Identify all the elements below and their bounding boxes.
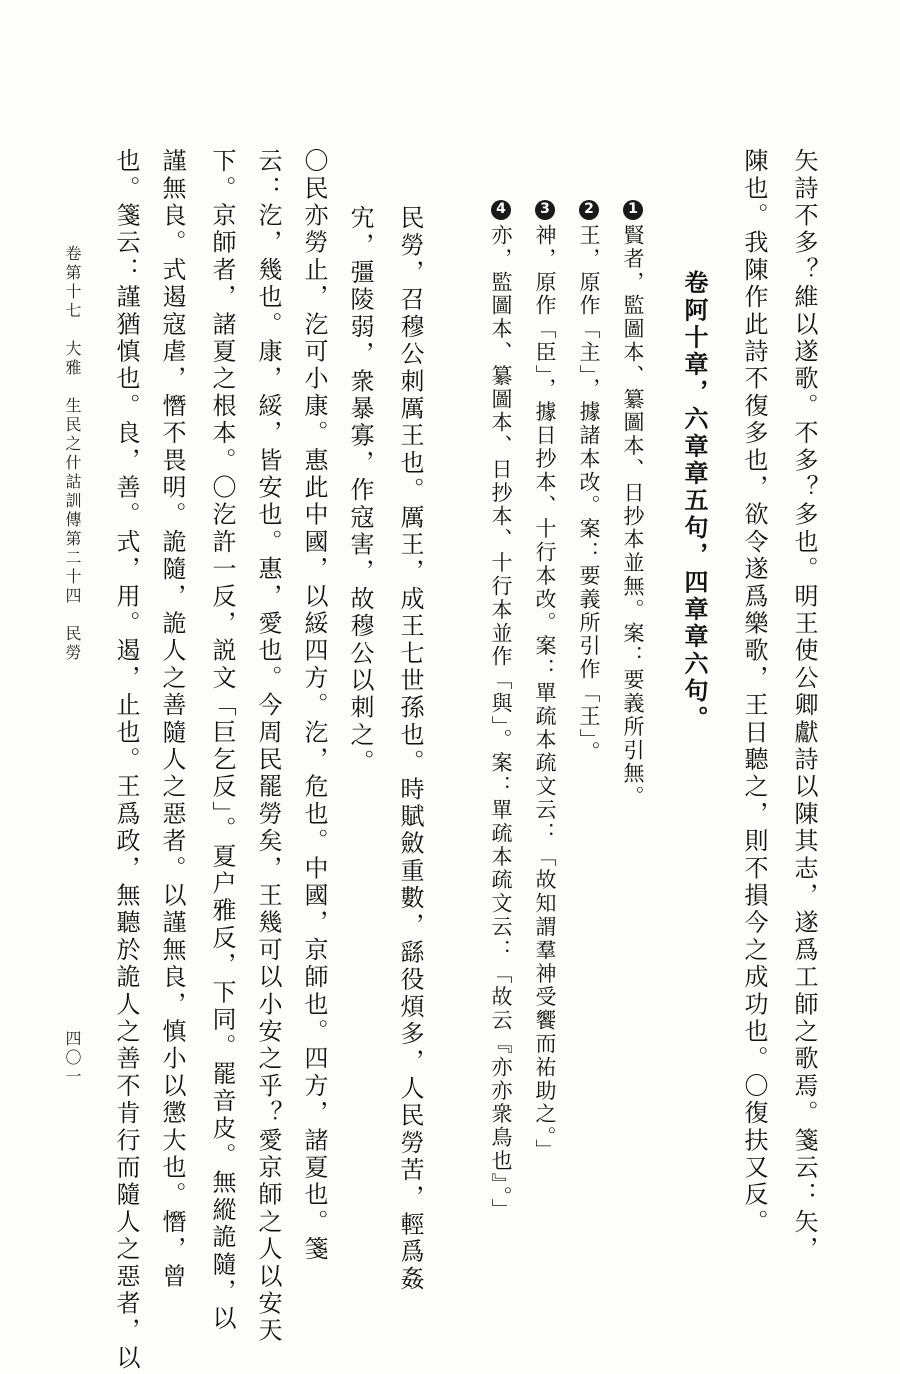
column-text: 宄，彊陵弱，衆暴寡，作寇害，故穆公以刺之。: [346, 205, 374, 777]
page-number: 四〇一: [63, 1030, 82, 1087]
column-text: 矢詩不多？維以遂歌。不多？多也。明王使公卿獻詩以陳其志，遂爲工師之歌焉。箋云：矢，: [790, 148, 818, 1264]
column-text: 陳也。我陳作此詩不復多也，欲令遂爲樂歌，王日聽之，則不損今之成功也。〇復扶又反。: [740, 148, 768, 1236]
text-column-10: [302, 148, 326, 1278]
collation-note-3: [533, 200, 557, 1163]
text-column-9: [346, 205, 374, 777]
note-text: 神，原作「臣」，據日抄本、十行本改。案：單疏本疏文云：「故知謂羣神受饗而祐助之。」: [533, 224, 557, 1163]
note-marker-4-icon: 4: [493, 200, 509, 220]
text-column-8: [396, 205, 424, 1293]
text-column-13: [158, 148, 186, 1291]
text-column-14: [112, 148, 140, 1372]
text-column-1: [792, 148, 816, 1278]
collation-note-1: [621, 200, 645, 809]
column-text: 也。箋云：謹猶慎也。良，善。式，用。遏，止也。王爲政，無聽於詭人之善不肯行而隨人之惡者，以: [112, 148, 140, 1372]
chapter-summary: [680, 270, 709, 790]
note-marker-3-icon: 3: [537, 200, 553, 220]
column-text: 〇民亦勞止，汔可小康。惠此中國，以綏四方。汔，危也。中國，京師也。四方，諸夏也。箋: [300, 148, 328, 1264]
running-head: 卷第十七 大雅 生民之什詁訓傳第二十四 民勞: [63, 245, 82, 663]
column-text: 卷阿十章，六章章五句，四章章六句。: [680, 270, 709, 733]
column-text: 謹無良。式遏寇虐，憯不畏明。詭隨，詭人之善隨人之惡者。以謹無良，慎小以懲大也。憯，曾: [158, 148, 186, 1291]
collation-note-4: [489, 200, 513, 1223]
text-column-12: [208, 148, 236, 1333]
collation-note-2: [578, 200, 599, 800]
column-text: 云：汔，幾也。康，綏，皆安也。惠，愛也。今周民罷勞矣，王幾可以小安之乎？愛京師之人以安天: [254, 148, 282, 1345]
column-text: 下。京師者，諸夏之根本。〇汔許一反，説文「巨乞反」。夏户雅反，下同。罷音皮。無縱詭隨，以: [208, 148, 236, 1333]
text-column-2: [742, 148, 766, 1278]
note-text: 亦，監圖本、纂圖本、日抄本、十行本並作「與」。案：單疏本疏文云：「故云『亦亦衆鳥也』。」: [489, 224, 513, 1223]
note-marker-1-icon: 1: [625, 200, 641, 220]
column-text: 民勞，召穆公刺厲王也。厲王，成王七世孫也。時賦斂重數，繇役煩多，人民勞苦，輕爲姦: [396, 205, 424, 1293]
note-text: 賢者，監圖本、纂圖本、日抄本並無。案：要義所引無。: [621, 224, 645, 809]
text-column-11: [254, 148, 282, 1345]
note-text: 王，原作「主」，據諸本改。案：要義所引作「王」。: [577, 224, 601, 765]
note-marker-2-icon: 2: [581, 200, 597, 220]
